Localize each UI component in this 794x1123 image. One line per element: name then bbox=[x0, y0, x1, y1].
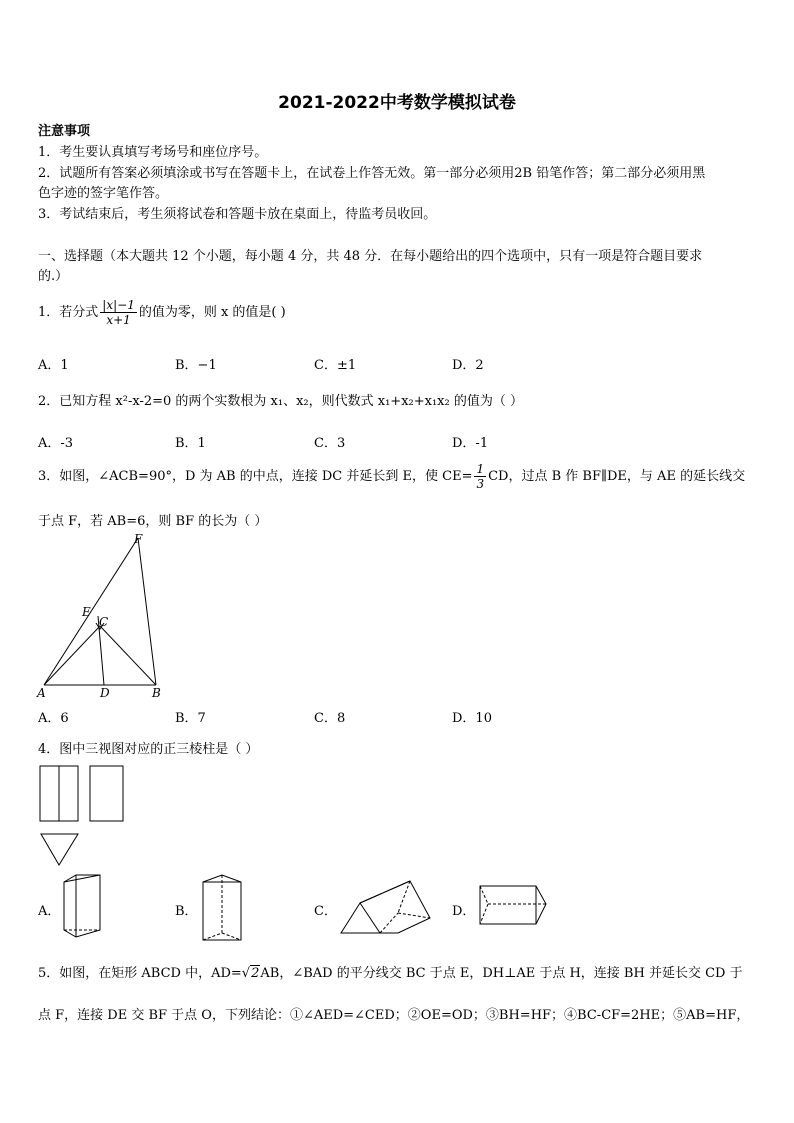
q4-prism-a bbox=[60, 872, 105, 942]
q3-prefix: 3．如图，∠ACB=90°，D 为 AB 的中点，连接 DC 并延长到 E，使 CE= bbox=[38, 469, 473, 484]
q1-option-a: A．1 bbox=[38, 358, 69, 373]
question-2-stem: 2．已知方程 x²-x-2=0 的两个实数根为 x₁、x₂，则代数式 x₁+x₂+x₁x₂ 的值为（ ） bbox=[38, 394, 523, 409]
segment-ac bbox=[44, 626, 100, 685]
label-d: D bbox=[100, 686, 110, 700]
notes-item: 1．考生要认真填写考场号和座位序号。 bbox=[38, 145, 268, 160]
q5-prefix: 5．如图，在矩形 ABCD 中，AD= bbox=[38, 966, 242, 981]
q5-suffix: AB，∠BAD 的平分线交 BC 于点 E，DH⊥AE 于点 H，连接 BH 并延长交 CD 于 bbox=[260, 966, 743, 981]
q1-option-d: D．2 bbox=[452, 358, 484, 373]
q3-frac-num: 1 bbox=[476, 462, 485, 476]
q4-option-a: A． bbox=[38, 904, 61, 919]
q4-prism-d bbox=[476, 882, 548, 930]
q3-option-d: D．10 bbox=[452, 711, 492, 726]
q4-option-c: C． bbox=[314, 904, 337, 919]
q3-option-c: C．8 bbox=[314, 711, 346, 726]
section-heading-line2: 的.） bbox=[38, 269, 69, 284]
notes-heading: 注意事项 bbox=[38, 124, 91, 139]
q4-prism-c bbox=[338, 878, 434, 938]
question-5-line2: 点 F，连接 DE 交 BF 于点 O，下列结论：①∠AED=∠CED；②OE=OD；③BH=HF；④BC-CF=2HE；⑤AB=HF， bbox=[38, 1008, 750, 1023]
q3-frac-den: 3 bbox=[476, 477, 485, 491]
q1-frac-num: |x|−1 bbox=[102, 298, 135, 312]
label-f: F bbox=[134, 532, 143, 546]
q3-suffix: CD，过点 B 作 BF∥DE，与 AE 的延长线交 bbox=[488, 469, 746, 484]
q1-prefix: 1．若分式 bbox=[38, 305, 99, 320]
q1-option-b: B．−1 bbox=[175, 358, 217, 373]
q3-option-a: A．6 bbox=[38, 711, 69, 726]
sqrt-sign: √ bbox=[241, 966, 251, 981]
side-view bbox=[90, 766, 123, 821]
q3-option-b: B．7 bbox=[175, 711, 206, 726]
question-1-stem bbox=[38, 298, 286, 327]
question-3-stem bbox=[38, 462, 745, 491]
q4-three-views bbox=[36, 762, 131, 868]
q5-sqrt-radicand: 2 bbox=[251, 966, 260, 981]
label-e: E bbox=[82, 605, 91, 619]
q1-option-c: C．±1 bbox=[314, 358, 357, 373]
q1-frac-den: x+1 bbox=[106, 313, 131, 327]
notes-item: 色字迹的签字笔作答。 bbox=[38, 186, 169, 201]
section-heading-line1: 一、选择题（本大题共 12 个小题，每小题 4 分，共 48 分．在每小题给出的四个选项中，只有一项是符合题目要求 bbox=[38, 249, 703, 264]
q2-option-d: D．-1 bbox=[452, 436, 489, 451]
notes-item: 3．考试结束后，考生须将试卷和答题卡放在桌面上，待监考员收回。 bbox=[38, 207, 437, 222]
q1-suffix: 的值为零，则 x 的值是( ) bbox=[138, 305, 286, 320]
question-3-line2: 于点 F，若 AB=6，则 BF 的长为（ ） bbox=[38, 514, 268, 529]
label-a: A bbox=[37, 686, 46, 700]
q2-option-b: B．1 bbox=[175, 436, 206, 451]
label-c: C bbox=[99, 615, 109, 629]
q2-option-c: C．3 bbox=[314, 436, 346, 451]
q4-prism-b bbox=[198, 872, 246, 944]
q4-option-b: B． bbox=[175, 904, 198, 919]
top-view bbox=[41, 834, 78, 865]
question-5-stem bbox=[38, 962, 743, 981]
segment-cb bbox=[100, 626, 156, 685]
q3-fraction bbox=[474, 462, 486, 491]
q2-option-a: A．-3 bbox=[38, 436, 74, 451]
question-4-stem: 4．图中三视图对应的正三棱柱是（ ） bbox=[38, 742, 259, 757]
label-b: B bbox=[152, 686, 161, 700]
q3-triangle-figure bbox=[36, 530, 171, 702]
segment-af bbox=[44, 538, 138, 685]
segment-fb bbox=[138, 538, 156, 685]
q1-fraction bbox=[100, 298, 137, 327]
notes-item: 2．试题所有答案必须填涂或书写在答题卡上，在试卷上作答无效。第一部分必须用2B 铅笔作答；第二部分必须用黑 bbox=[38, 166, 706, 181]
q4-option-d: D． bbox=[452, 904, 476, 919]
page-title: 2021-2022中考数学模拟试卷 bbox=[278, 93, 516, 113]
